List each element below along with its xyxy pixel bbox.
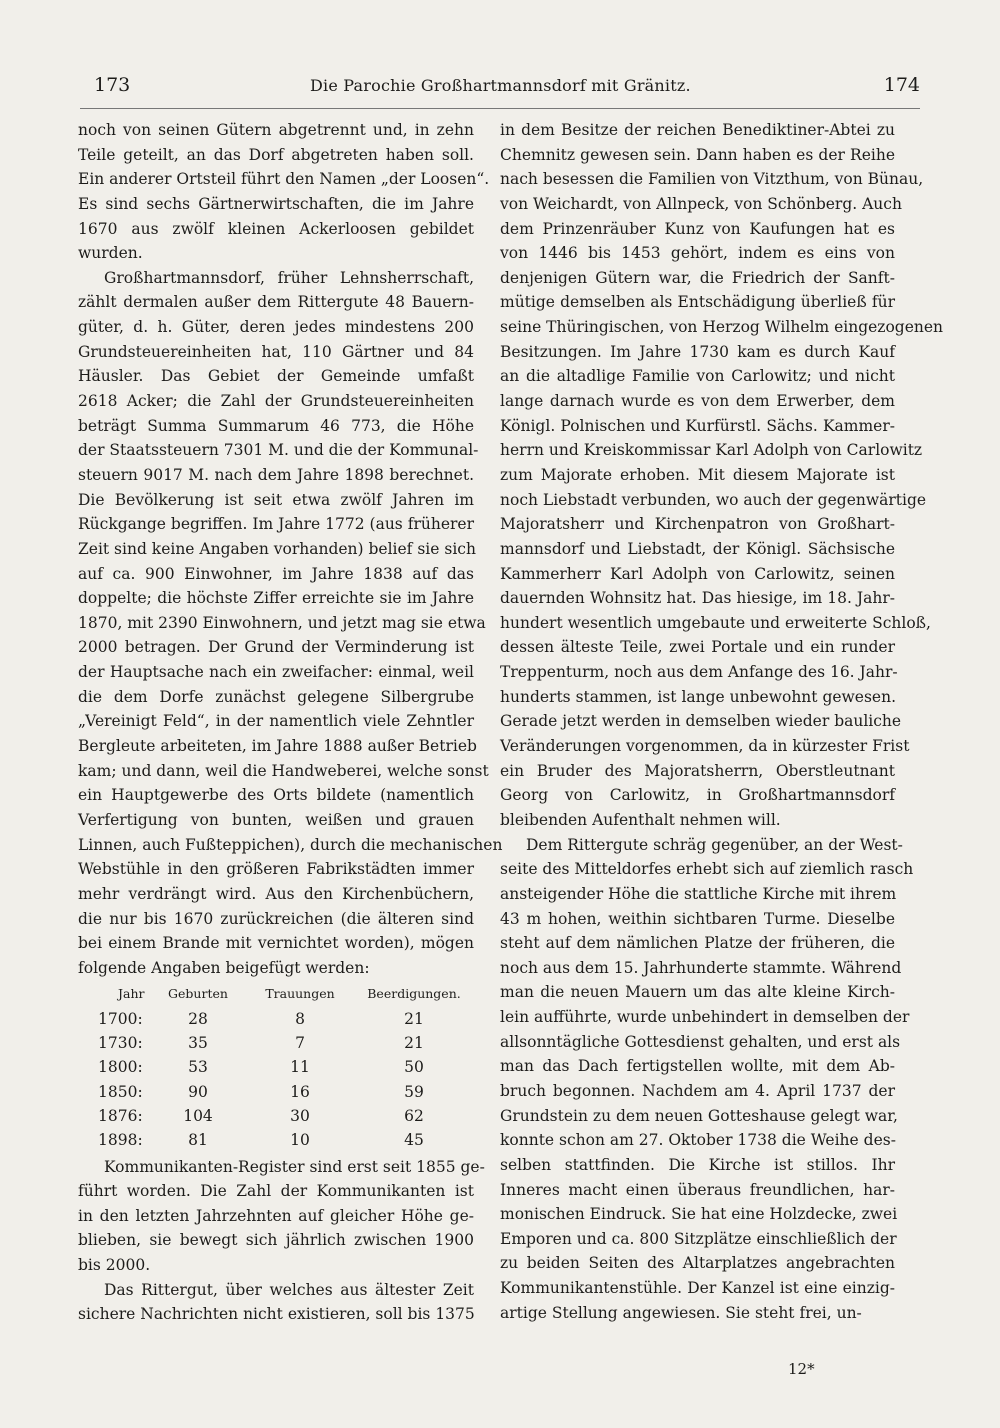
- table-row: [78, 1128, 474, 1152]
- text-line: die dem Dorfe zunächst gelegene Silbergrube: [78, 687, 474, 706]
- right-column: [500, 118, 944, 1325]
- signature-mark: 12*: [788, 1360, 815, 1378]
- table-body: [78, 1007, 474, 1153]
- text-line: dem Prinzenräuber Kunz von Kaufungen hat es: [500, 219, 895, 238]
- text-line: von 1446 bis 1453 gehört, indem es eins von: [500, 244, 895, 263]
- table-header-marriages: Trauungen: [265, 986, 335, 1002]
- text-line: hundert wesentlich umgebaute und erweiterte Schloß,: [500, 613, 931, 632]
- text-line: selben stattfinden. Die Kirche ist stillos. Ihr: [500, 1155, 895, 1174]
- text-line: dessen älteste Teile, zwei Portale und ein runder: [500, 638, 895, 657]
- text-line: Häusler. Das Gebiet der Gemeinde umfaßt: [78, 367, 474, 386]
- burials-cell: 21: [404, 1034, 424, 1053]
- marriages-cell: 11: [290, 1058, 310, 1077]
- text-line: in den letzten Jahrzehnten auf gleicher Höhe ge-: [78, 1206, 474, 1225]
- text-line: 2000 betragen. Der Grund der Verminderung ist: [78, 638, 474, 657]
- text-line: noch von seinen Gütern abgetrennt und, in zehn: [78, 121, 474, 139]
- year-cell: 1898:: [98, 1131, 143, 1150]
- text-line: Bergleute arbeiteten, im Jahre 1888 außer Betrieb: [78, 737, 477, 756]
- text-line: der Staatssteuern 7301 M. und die der Kommunal-: [78, 441, 479, 460]
- text-line: beträgt Summa Summarum 46 773, die Höhe: [78, 416, 474, 435]
- text-line: zu beiden Seiten des Altarplatzes angebrachten: [500, 1254, 895, 1273]
- text-line: zählt dermalen außer dem Rittergute 48 Bauern-: [78, 293, 474, 312]
- text-line: monischen Eindruck. Sie hat eine Holzdecke, zwei: [500, 1205, 898, 1224]
- text-line: Grundstein zu dem neuen Gotteshause gelegt war,: [500, 1106, 898, 1125]
- text-line: 2618 Acker; die Zahl der Grundsteuereinheiten: [78, 392, 474, 411]
- text-line: steuern 9017 M. nach dem Jahre 1898 berechnet.: [78, 465, 474, 484]
- marriages-cell: 10: [290, 1131, 310, 1150]
- text-line: Verfertigung von bunten, weißen und grauen: [78, 810, 474, 829]
- text-line: Linnen, auch Fußteppichen), durch die mechanischen: [78, 835, 503, 854]
- text-line: artige Stellung angewiesen. Sie steht frei, un-: [500, 1303, 862, 1322]
- text-line: Ein anderer Ortsteil führt den Namen „der Loosen“.: [78, 170, 490, 189]
- text-line: kam; und dann, weil die Handweberei, welche sonst: [78, 761, 489, 780]
- text-line: Webstühle in den größeren Fabrikstädten immer: [78, 860, 474, 879]
- text-line: Zeit sind keine Angaben vorhanden) belief sie sich: [78, 539, 476, 558]
- text-line: Rückgange begriffen. Im Jahre 1772 (aus früherer: [78, 515, 474, 534]
- year-cell: 1850:: [98, 1082, 143, 1101]
- text-line: 1670 aus zwölf kleinen Ackerloosen gebildet: [78, 219, 474, 238]
- text-line: Majoratsherr und Kirchenpatron von Großhart-: [500, 515, 895, 534]
- text-line: bruch begonnen. Nachdem am 4. April 1737 der: [500, 1081, 895, 1100]
- text-line: 1870, mit 2390 Einwohnern, und jetzt mag sie etwa: [78, 613, 486, 632]
- year-cell: 1700:: [98, 1009, 143, 1028]
- text-line: ein Bruder des Majoratsherrn, Oberstleutnant: [500, 761, 895, 780]
- marriages-cell: 16: [290, 1082, 310, 1101]
- text-line: Teile geteilt, an das Dorf abgetreten haben soll.: [78, 145, 474, 164]
- text-line: Chemnitz gewesen sein. Dann haben es der Reihe: [500, 145, 895, 164]
- text-line: in dem Besitze der reichen Benediktiner-Abtei zu: [500, 121, 895, 139]
- burials-cell: 21: [404, 1009, 424, 1028]
- text-line: mütige demselben als Entschädigung überließ für: [500, 293, 895, 312]
- text-line: sichere Nachrichten nicht existieren, soll bis 1375: [78, 1305, 475, 1324]
- text-line: Inneres macht einen überaus freundlichen, har-: [500, 1180, 895, 1199]
- table-row: [78, 1104, 474, 1128]
- text-line: der Hauptsache nach ein zweifacher: einmal, weil: [78, 663, 474, 682]
- table-header-burials: Beerdigungen.: [367, 986, 461, 1002]
- text-line: steht auf dem nämlichen Platze der früheren, die: [500, 934, 895, 953]
- text-line: Die Bevölkerung ist seit etwa zwölf Jahren im: [78, 490, 474, 509]
- burials-cell: 59: [404, 1082, 424, 1101]
- left-text-block: [78, 118, 503, 980]
- text-line: Georg von Carlowitz, in Großhartmannsdorf: [500, 786, 895, 805]
- text-line: Gerade jetzt werden in demselben wieder bauliche: [500, 712, 902, 731]
- births-cell: 90: [188, 1082, 208, 1101]
- text-line: Kommunikanten-Register sind erst seit 1855 ge-: [104, 1157, 485, 1176]
- text-line: folgende Angaben beigefügt werden:: [78, 958, 370, 977]
- text-line: Dem Rittergute schräg gegenüber, an der West-: [526, 835, 903, 854]
- text-line: wurden.: [78, 244, 143, 263]
- year-cell: 1800:: [98, 1058, 143, 1077]
- table-row: [78, 1055, 474, 1079]
- left-column: [78, 118, 503, 1327]
- table-header-row: [78, 982, 474, 1006]
- text-line: denjenigen Gütern war, die Friedrich der Sanft-: [500, 268, 895, 287]
- page-number-left: 173: [94, 74, 131, 96]
- text-line: auf ca. 900 Einwohner, im Jahre 1838 auf das: [78, 564, 474, 583]
- text-line: Besitzungen. Im Jahre 1730 kam es durch Kauf: [500, 342, 895, 361]
- births-cell: 28: [188, 1009, 208, 1028]
- year-cell: 1730:: [98, 1034, 143, 1053]
- text-line: Emporen und ca. 800 Sitzplätze einschließlich der: [500, 1229, 897, 1248]
- text-line: mannsdorf und Liebstadt, der Königl. Sächsische: [500, 539, 895, 558]
- text-line: Großhartmannsdorf, früher Lehnsherrschaft,: [104, 268, 474, 287]
- text-line: bei einem Brande mit vernichtet worden), mögen: [78, 934, 474, 953]
- text-line: Das Rittergut, über welches aus ältester Zeit: [104, 1280, 474, 1299]
- text-line: bleibenden Aufenthalt nehmen will.: [500, 810, 781, 829]
- burials-cell: 50: [404, 1058, 424, 1077]
- text-line: nach besessen die Familien von Vitzthum, von Bünau,: [500, 170, 924, 189]
- text-line: ansteigender Höhe die stattliche Kirche mit ihrem: [500, 884, 897, 903]
- page-number-right: 174: [883, 74, 920, 96]
- header-rule: [80, 108, 920, 109]
- births-cell: 104: [183, 1106, 213, 1125]
- text-line: Grundsteuereinheiten hat, 110 Gärtner und 84: [78, 342, 474, 361]
- text-line: Treppenturm, noch aus dem Anfange des 16. Jahr-: [500, 663, 898, 682]
- marriages-cell: 8: [295, 1009, 305, 1028]
- table-row: [78, 1031, 474, 1055]
- table-row: [78, 1007, 474, 1031]
- text-line: 43 m hohen, weithin sichtbaren Turme. Dieselbe: [500, 909, 895, 928]
- right-text-block: [500, 118, 944, 1325]
- text-line: seine Thüringischen, von Herzog Wilhelm eingezogenen: [500, 318, 944, 337]
- births-cell: 81: [188, 1131, 208, 1150]
- text-line: Kommunikantenstühle. Der Kanzel ist eine einzig-: [500, 1279, 895, 1298]
- text-line: Kammerherr Karl Adolph von Carlowitz, seinen: [500, 564, 895, 583]
- text-line: seite des Mitteldorfes erhebt sich auf ziemlich rasch: [500, 860, 914, 879]
- births-cell: 35: [188, 1034, 208, 1053]
- text-line: güter, d. h. Güter, deren jedes mindestens 200: [78, 318, 474, 337]
- table-row: [78, 1080, 474, 1104]
- text-line: führt worden. Die Zahl der Kommunikanten ist: [78, 1182, 474, 1201]
- text-line: allsonntägliche Gottesdienst gehalten, und erst als: [500, 1032, 901, 1051]
- text-line: konnte schon am 27. Oktober 1738 die Weihe des-: [500, 1131, 896, 1150]
- text-line: „Vereinigt Feld“, in der namentlich viele Zehntler: [78, 712, 474, 731]
- text-line: lange darnach wurde es von dem Erwerber, dem: [500, 392, 895, 411]
- text-line: doppelte; die höchste Ziffer erreichte sie im Jahre: [78, 589, 474, 608]
- left-text-block-after-table: [78, 1155, 485, 1327]
- text-line: zum Majorate erhoben. Mit diesem Majorate ist: [500, 465, 895, 484]
- text-line: ein Hauptgewerbe des Orts bildete (namentlich: [78, 786, 474, 805]
- table-header-births: Geburten: [168, 986, 228, 1002]
- text-line: an die altadlige Familie von Carlowitz; und nicht: [500, 367, 895, 386]
- text-line: dauernden Wohnsitz hat. Das hiesige, im 18. Jahr-: [500, 589, 895, 608]
- text-line: noch Liebstadt verbunden, wo auch der gegenwärtige: [500, 490, 927, 509]
- table-header-year: Jahr: [118, 986, 145, 1002]
- text-line: blieben, sie bewegt sich jährlich zwischen 1900: [78, 1231, 474, 1250]
- text-line: hunderts stammen, ist lange unbewohnt gewesen.: [500, 687, 897, 706]
- text-line: man das Dach fertigstellen wollte, mit dem Ab-: [500, 1057, 895, 1076]
- text-line: lein aufführte, wurde unbehindert in demselben der: [500, 1008, 910, 1027]
- year-cell: 1876:: [98, 1106, 143, 1125]
- running-header: [80, 74, 920, 104]
- births-cell: 53: [188, 1058, 208, 1077]
- text-line: die nur bis 1670 zurückreichen (die älteren sind: [78, 909, 474, 928]
- marriages-cell: 7: [295, 1034, 305, 1053]
- running-title: Die Parochie Großhartmannsdorf mit Gränitz.: [310, 76, 691, 95]
- burials-cell: 45: [404, 1131, 424, 1150]
- text-line: mehr verdrängt wird. Aus den Kirchenbüchern,: [78, 884, 474, 903]
- text-line: bis 2000.: [78, 1256, 151, 1275]
- text-line: herrn und Kreiskommissar Karl Adolph von Carlowitz: [500, 441, 923, 460]
- text-line: Es sind sechs Gärtnerwirtschaften, die im Jahre: [78, 194, 474, 213]
- text-line: noch aus dem 15. Jahrhunderte stammte. Während: [500, 958, 902, 977]
- burials-cell: 62: [404, 1106, 424, 1125]
- text-line: von Weichardt, von Allnpeck, von Schönberg. Auch: [500, 194, 902, 213]
- text-line: man die neuen Mauern um das alte kleine Kirch-: [500, 983, 895, 1002]
- text-line: Königl. Polnischen und Kurfürstl. Sächs. Kammer-: [500, 416, 895, 435]
- parish-register-table: [78, 982, 474, 1152]
- text-line: Veränderungen vorgenommen, da in kürzester Frist: [500, 737, 910, 756]
- marriages-cell: 30: [290, 1106, 310, 1125]
